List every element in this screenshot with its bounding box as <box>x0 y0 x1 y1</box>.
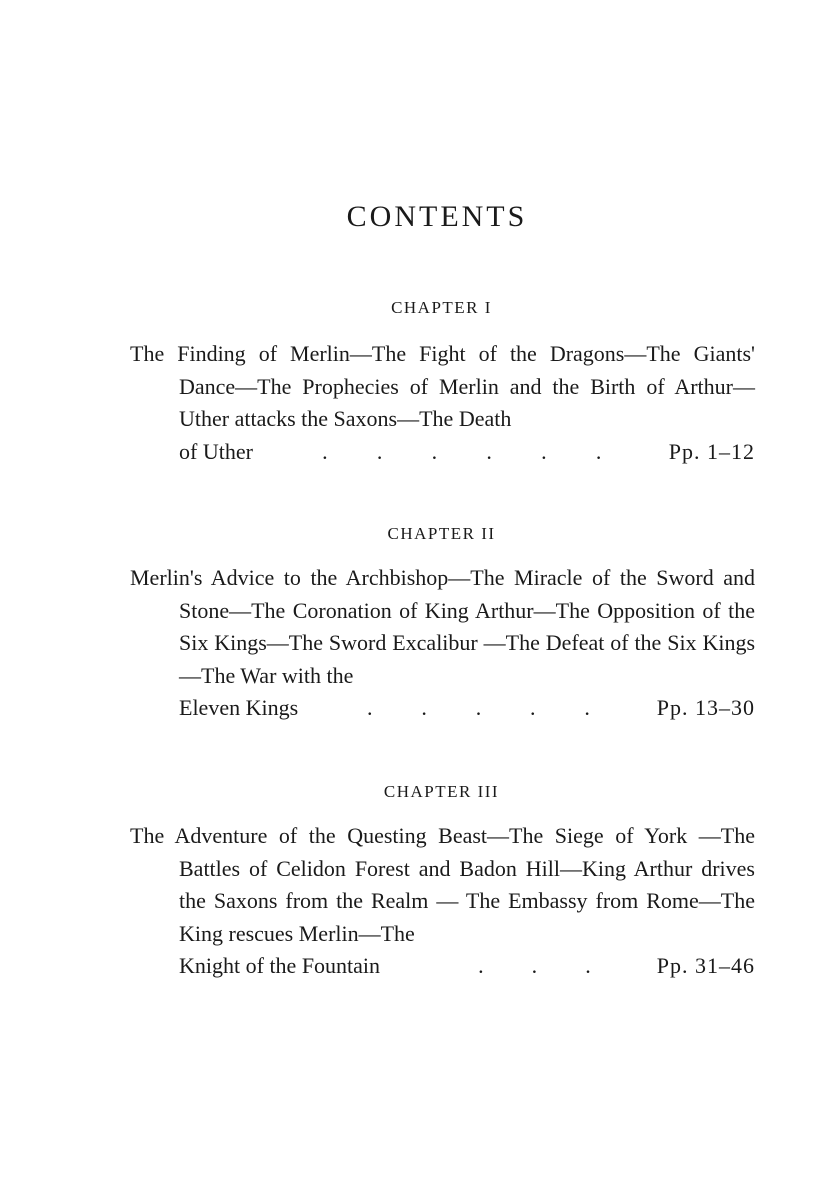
leader-dots <box>298 692 657 725</box>
chapter-summary <box>130 562 755 725</box>
chapter-heading: CHAPTER III <box>383 782 500 801</box>
chapter-heading: CHAPTER I <box>391 298 492 317</box>
leader-dots <box>380 950 657 983</box>
dot: . <box>475 695 482 720</box>
page-range: Pp. 13–30 <box>656 695 755 720</box>
dot: . <box>322 438 328 464</box>
leader-dots <box>253 436 669 469</box>
chapter-summary-text: The Finding of Merlin—The Fight of the Dragons—The Giants' Dance—The Prophecies of Merlin and the Birth of Arthur—Uther attacks the Saxons—The Death <box>130 341 755 431</box>
chapter-summary-last-line <box>179 436 755 469</box>
chapter-summary-text: Merlin's Advice to the Archbishop—The Miracle of the Sword and Stone—The Coronation of King Arthur—The Opposition of the Six Kings—The Sword Excalibur —The Defeat of the Six Kings—The War with the <box>130 565 755 688</box>
dot: . <box>421 695 427 720</box>
page-range: Pp. 1–12 <box>668 438 755 464</box>
chapter-summary-last-line <box>179 692 755 725</box>
page-title: CONTENTS <box>346 200 528 233</box>
chapter-summary-end: of Uther <box>179 438 253 464</box>
dot: . <box>478 953 484 978</box>
page-range: Pp. 31–46 <box>656 953 755 978</box>
chapter-heading: CHAPTER II <box>387 524 496 543</box>
dot: . <box>584 695 590 720</box>
dot: . <box>541 438 547 464</box>
chapter-summary-end: Knight of the Fountain <box>179 953 381 978</box>
chapter-summary-end: Eleven Kings <box>179 695 299 720</box>
dot: . <box>367 695 373 720</box>
chapter-summary-text: The Adventure of the Questing Beast—The Siege of York —The Battles of Celidon Forest and Badon Hill—King Arthur drives the Saxons from the Realm — The Embassy from Rome—The King rescues Merlin—The <box>130 823 755 946</box>
chapter-summary <box>130 338 755 468</box>
dot: . <box>595 438 602 464</box>
dot: . <box>531 953 538 978</box>
dot: . <box>530 695 536 720</box>
dot: . <box>486 438 492 464</box>
dot: . <box>585 953 591 978</box>
dot: . <box>376 438 383 464</box>
chapter-summary-last-line <box>179 950 755 983</box>
dot: . <box>431 438 438 464</box>
chapter-summary <box>130 820 755 983</box>
